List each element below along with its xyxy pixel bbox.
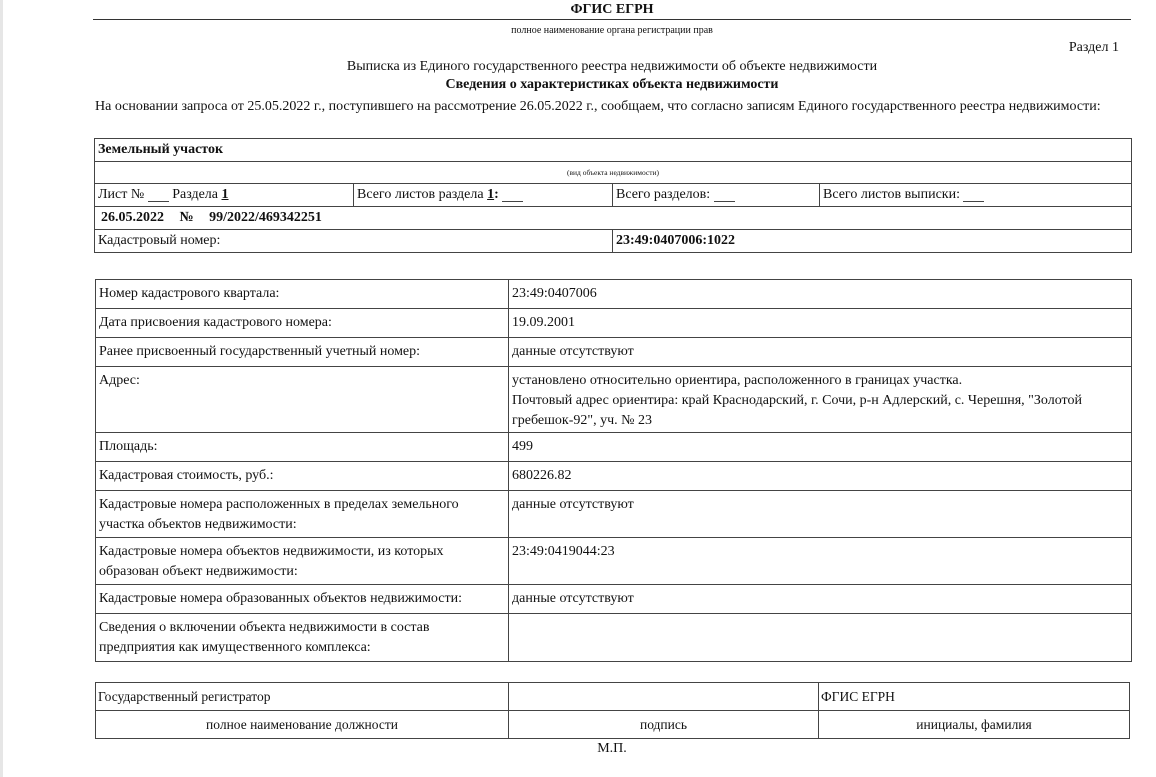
total-sheets-section-colon: :: [494, 187, 499, 202]
property-label: Дата присвоения кадастрового номера:: [96, 309, 509, 338]
signature-caption: подпись: [509, 711, 819, 739]
org-underline: [93, 19, 1131, 20]
property-value: данные отсутствуют: [509, 338, 1132, 367]
property-value: 19.09.2001: [509, 309, 1132, 338]
total-sheets-section-blank: ___: [502, 187, 524, 202]
total-extract-sheets-cell: [820, 184, 1132, 207]
signature-table: [95, 682, 1130, 739]
name-caption: инициалы, фамилия: [819, 711, 1130, 739]
property-label: Кадастровые номера расположенных в пределах земельного участка объектов недвижимости:: [96, 491, 509, 538]
object-type: Земельный участок: [95, 139, 1132, 162]
property-label: Адрес:: [96, 367, 509, 433]
total-sections-blank: ___: [713, 187, 735, 202]
sheet-blank: ___: [147, 187, 169, 202]
cadastral-number-value: 23:49:0407006:1022: [613, 230, 1132, 253]
signature-row: [96, 683, 1130, 711]
position-caption: полное наименование должности: [96, 711, 509, 739]
registrar-position: Государственный регистратор: [96, 683, 509, 711]
property-value: [509, 614, 1132, 662]
number-sign: №: [179, 210, 194, 225]
property-label: Кадастровая стоимость, руб.:: [96, 462, 509, 491]
property-value: данные отсутствуют: [509, 585, 1132, 614]
object-header-table: [94, 138, 1132, 253]
sheet-label: Лист №: [98, 187, 145, 202]
registration-number: 99/2022/469342251: [209, 210, 322, 225]
property-row: [96, 585, 1132, 614]
registration-cell: [95, 207, 1132, 230]
property-row: [96, 491, 1132, 538]
property-row: [96, 614, 1132, 662]
registrar-name: ФГИС ЕГРН: [819, 683, 1130, 711]
property-label: Ранее присвоенный государственный учетный номер:: [96, 338, 509, 367]
total-sheets-section-label: Всего листов раздела: [357, 187, 484, 202]
property-label: Сведения о включении объекта недвижимости в состав предприятия как имущественного комплекса:: [96, 614, 509, 662]
registrar-signature: [509, 683, 819, 711]
property-row: [96, 338, 1132, 367]
property-row: [96, 309, 1132, 338]
property-row: [96, 280, 1132, 309]
object-type-row: [95, 139, 1132, 162]
registration-row: [95, 207, 1132, 230]
property-row: [96, 433, 1132, 462]
org-caption: полное наименование органа регистрации прав: [511, 25, 713, 36]
registration-date: 26.05.2022: [101, 210, 164, 225]
properties-table: [95, 279, 1132, 662]
cadastral-number-label: Кадастровый номер:: [95, 230, 613, 253]
section-number: Раздел 1: [1068, 40, 1119, 55]
property-label: Номер кадастрового квартала:: [96, 280, 509, 309]
total-extract-sheets-blank: ___: [963, 187, 985, 202]
property-row-address: [96, 367, 1132, 433]
property-value: 499: [509, 433, 1132, 462]
request-basis-text: На основании запроса от 25.05.2022 г., поступившего на рассмотрение 26.05.2022 г., сообщаем, что согласно записям Единого государственного реестра недвижимости:: [95, 99, 1101, 114]
property-value: 23:49:0419044:23: [509, 538, 1132, 585]
total-sections-label: Всего разделов:: [616, 187, 711, 202]
sheet-number-cell: [95, 184, 354, 207]
section-value: 1: [221, 187, 229, 202]
property-row: [96, 538, 1132, 585]
postal-address: Почтовый адрес ориентира: край Краснодарский, г. Сочи, р-н Адлерский, с. Черешня, "Золотой гребешок-92", уч. № 23: [512, 393, 1082, 428]
section-label: Раздела: [172, 187, 219, 202]
address-line: установлено относительно ориентира, расположенного в границах участка.: [512, 373, 963, 388]
total-extract-sheets-label: Всего листов выписки:: [823, 187, 960, 202]
property-label: Кадастровые номера образованных объектов недвижимости:: [96, 585, 509, 614]
property-label: Площадь:: [96, 433, 509, 462]
property-value-address: [509, 367, 1132, 433]
sheet-info-row: [95, 184, 1132, 207]
property-value: 23:49:0407006: [509, 280, 1132, 309]
property-value: данные отсутствуют: [509, 491, 1132, 538]
object-type-caption-row: [95, 162, 1132, 184]
stamp-place: М.П.: [597, 741, 627, 756]
signature-caption-row: [96, 711, 1130, 739]
property-label: Кадастровые номера объектов недвижимости, из которых образован объект недвижимости:: [96, 538, 509, 585]
property-row: [96, 462, 1132, 491]
property-value: 680226.82: [509, 462, 1132, 491]
object-type-caption: (вид объекта недвижимости): [95, 162, 1132, 184]
cadastral-number-row: [95, 230, 1132, 253]
org-name: ФГИС ЕГРН: [570, 2, 654, 17]
total-sections-cell: [613, 184, 820, 207]
document-title: Выписка из Единого государственного реестра недвижимости об объекте недвижимости: [346, 59, 878, 74]
document-subtitle: Сведения о характеристиках объекта недвижимости: [445, 77, 779, 92]
total-sheets-section-cell: [354, 184, 613, 207]
total-sheets-section-value: 1: [487, 187, 495, 202]
page-edge-divider: [0, 0, 3, 777]
